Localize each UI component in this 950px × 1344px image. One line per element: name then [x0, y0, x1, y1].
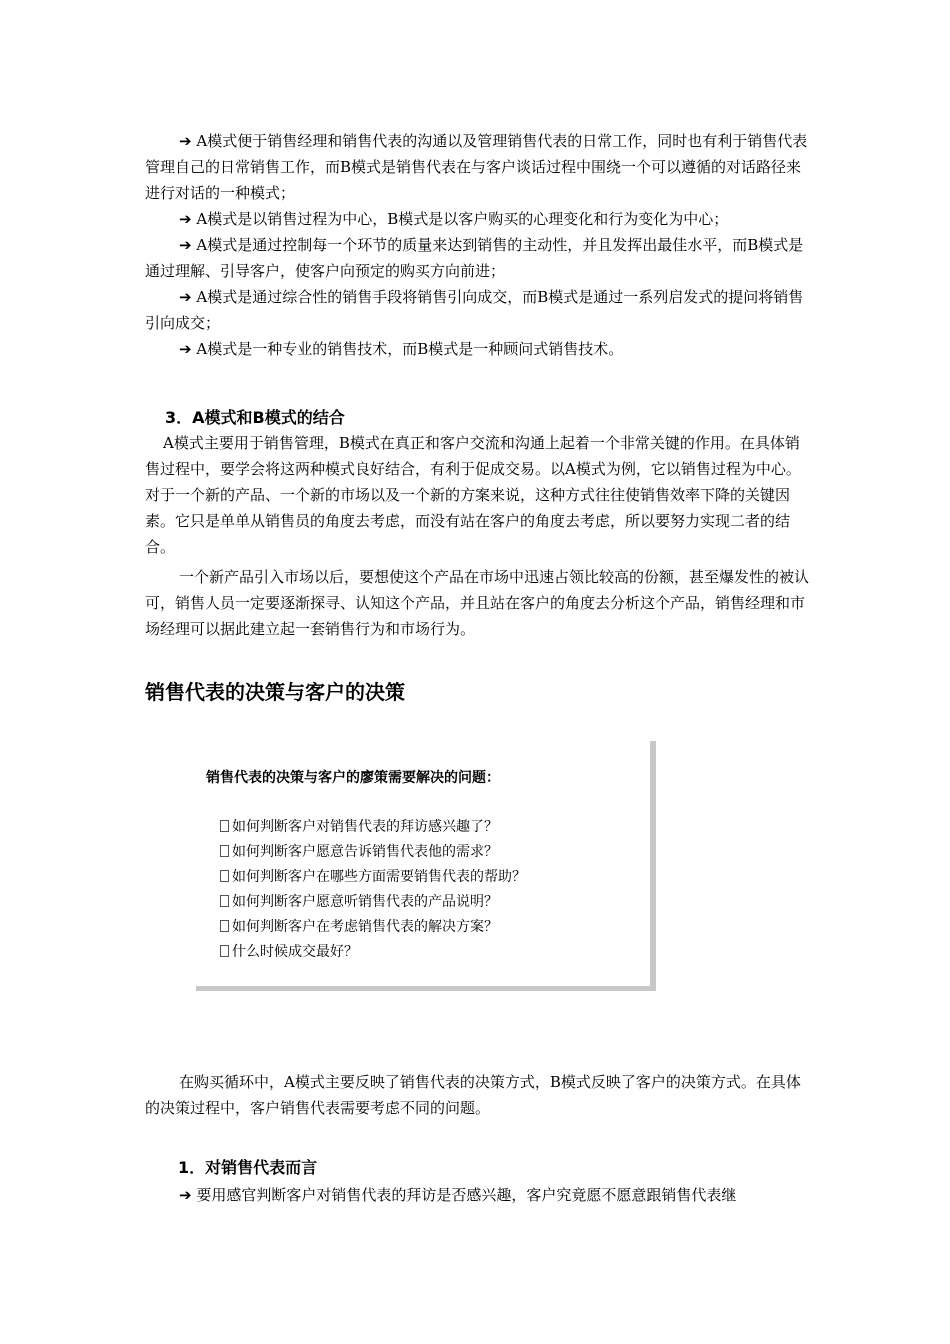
bullet-text: A模式是通过控制每一个环节的质量来达到销售的主动性，并且发挥出最佳水平，而B模式是通过理解、引导客户，使客户向预定的购买方向前进； [145, 236, 804, 280]
buying-cycle-body [145, 1069, 810, 1121]
arrow-right-icon: ➔ [179, 132, 192, 150]
question-text: 如何判断客户愿意听销售代表的产品说明？ [232, 894, 498, 910]
bullet-text: A模式是通过综合性的销售手段将销售引向成交，而B模式是通过一系列启发式的提问将销售引向成交； [145, 288, 804, 332]
question-item [220, 940, 526, 965]
comparison-bullet-list [145, 128, 810, 362]
square-bullet-icon [220, 895, 229, 907]
bullet-text: A模式是一种专业的销售技术，而B模式是一种顾问式销售技术。 [196, 340, 624, 358]
question-text: 如何判断客户愿意告诉销售代表他的需求？ [232, 844, 498, 860]
question-item [220, 815, 526, 840]
question-text: 如何判断客户对销售代表的拜访感兴趣了？ [232, 819, 498, 835]
arrow-right-icon: ➔ [179, 236, 192, 254]
question-item [220, 865, 526, 890]
bullet-item [145, 1182, 810, 1208]
bullet-item [145, 128, 810, 206]
square-bullet-icon [220, 845, 229, 857]
bullet-text: 要用感官判断客户对销售代表的拜访是否感兴趣，客户究竟愿不愿意跟销售代表继 [196, 1186, 737, 1204]
questions-list [220, 815, 526, 965]
square-bullet-icon [220, 870, 229, 882]
bullet-item [145, 232, 810, 284]
subsection1-heading: 1．对销售代表而言 [178, 1158, 318, 1177]
question-text: 如何判断客户在考虑销售代表的解决方案？ [232, 919, 498, 935]
arrow-right-icon: ➔ [179, 1186, 192, 1204]
bullet-item [145, 336, 810, 362]
bullet-text: A模式是以销售过程为中心，B模式是以客户购买的心理变化和行为变化为中心； [196, 210, 729, 228]
main-heading: 销售代表的决策与客户的决策 [145, 680, 405, 704]
question-text: 什么时候成交最好？ [232, 944, 358, 960]
question-item [220, 915, 526, 940]
question-item [220, 890, 526, 915]
questions-box-title: 销售代表的决策与客户的廖策需要解决的问题： [206, 770, 500, 786]
square-bullet-icon [220, 920, 229, 932]
arrow-right-icon: ➔ [179, 340, 192, 358]
section3-paragraph-2: 一个新产品引入市场以后，要想使这个产品在市场中迅速占领比较高的份额，甚至爆发性的被认可，销售人员一定要逐渐探寻、认知这个产品，并且站在客户的角度去分析这个产品，销售经理和市场经理可以据此建立起一套销售行为和市场行为。 [145, 568, 810, 638]
question-text: 如何判断客户在哪些方面需要销售代表的帮助？ [232, 869, 526, 885]
subsection1-body [145, 1182, 810, 1208]
bullet-text: A模式便于销售经理和销售代表的沟通以及管理销售代表的日常工作，同时也有利于销售代表管理自己的日常销售工作，而B模式是销售代表在与客户谈话过程中围绕一个可以遵循的对话路径来进行对话的一种模式； [145, 132, 808, 202]
section3-body [145, 430, 810, 642]
buying-cycle-paragraph: 在购买循环中，A模式主要反映了销售代表的决策方式，B模式反映了客户的决策方式。在具体的决策过程中，客户销售代表需要考虑不同的问题。 [145, 1073, 801, 1117]
section3-heading: 3．A模式和B模式的结合 [165, 408, 345, 427]
section3-paragraph-1: A模式主要用于销售管理，B模式在真正和客户交流和沟通上起着一个非常关键的作用。在具体销售过程中，要学会将这两种模式良好结合，有利于促成交易。以A模式为例，它以销售过程为中心。对于一个新的产品、一个新的市场以及一个新的方案来说，这种方式往往使销售效率下降的关键因素。它只是单单从销售员的角度去考虑，而没有站在客户的角度去考虑，所以要努力实现二者的结合。 [145, 434, 801, 556]
bullet-item [145, 206, 810, 232]
square-bullet-icon [220, 820, 229, 832]
question-item [220, 840, 526, 865]
bullet-item [145, 284, 810, 336]
arrow-right-icon: ➔ [179, 288, 192, 306]
arrow-right-icon: ➔ [179, 210, 192, 228]
square-bullet-icon [220, 945, 229, 957]
questions-box [196, 741, 656, 991]
